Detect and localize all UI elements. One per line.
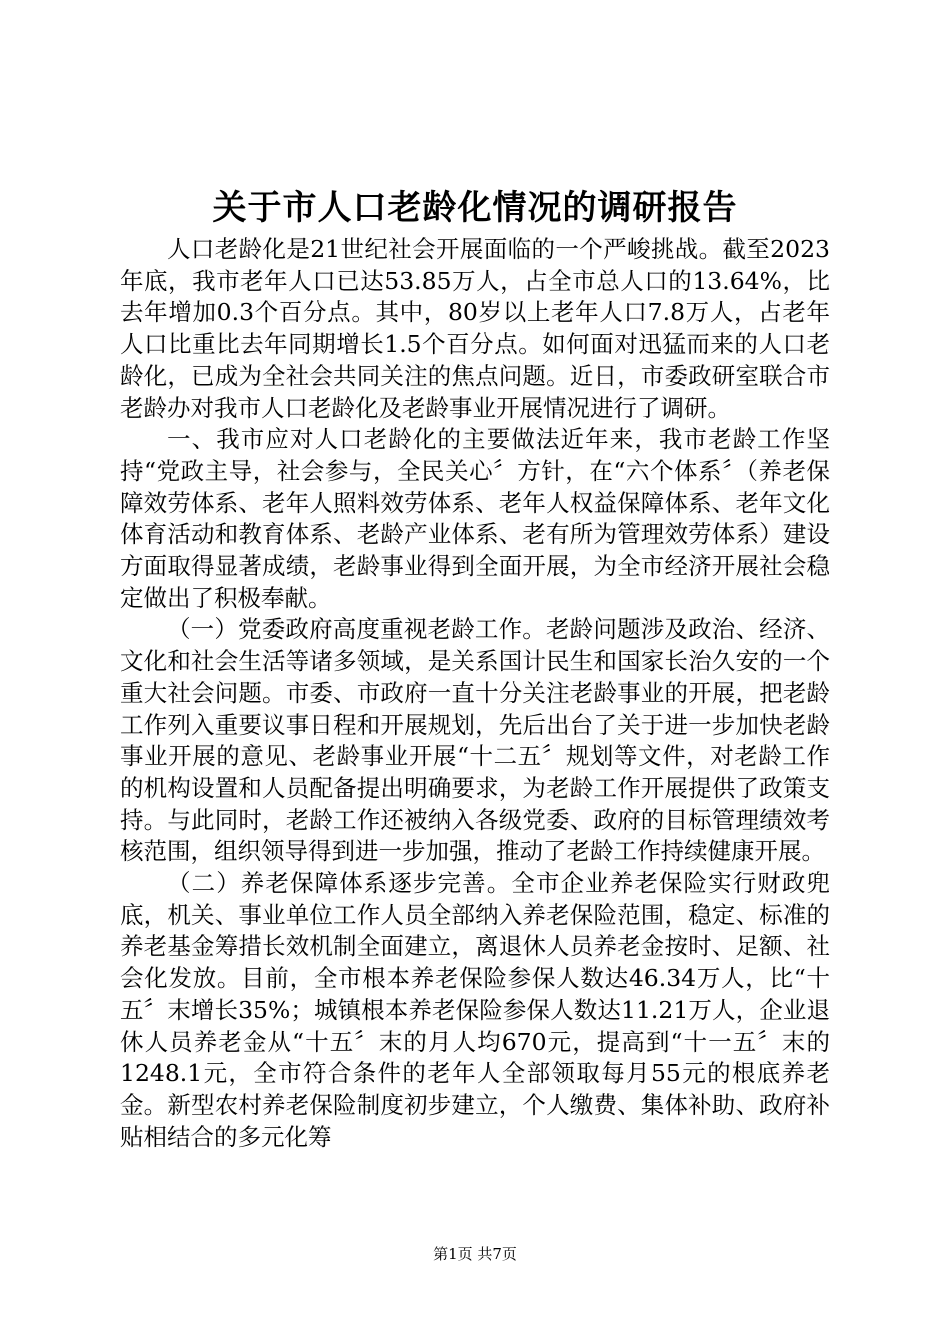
paragraph-subsection-two: （二）养老保障体系逐步完善。全市企业养老保险实行财政兜底，机关、事业单位工作人员全部纳入养老保险范围，稳定、标准的养老基金筹措长效机制全面建立，离退休人员养老金按时、足额、社会化发放。目前，全市根本养老保险参保人数达46.34万人，比“十五〞末增长35%；城镇根本养老保险参保人数达11.21万人，企业退休人员养老金从“十五〞末的月人均670元，提高到“十一五〞末的1248.1元，全市符合条件的老年人全部领取每月55元的根底养老金。新型农村养老保险制度初步建立，个人缴费、集体补助、政府补贴相结合的多元化筹	[120, 869, 830, 1151]
paragraph-intro: 人口老龄化是21世纪社会开展面临的一个严峻挑战。截至2023年底，我市老年人口已达53.85万人，占全市总人口的13.64%，比去年增加0.3个百分点。其中，80岁以上老年人口7.8万人，占老年人口比重比去年同期增长1.5个百分点。如何面对迅猛而来的人口老龄化，已成为全社会共同关注的焦点问题。近日，市委政研室联合市老龄办对我市人口老龄化及老龄事业开展情况进行了调研。	[120, 235, 830, 422]
page-number-footer: 第1页 共7页	[433, 1245, 517, 1263]
paragraph-subsection-one: （一）党委政府高度重视老龄工作。老龄问题涉及政治、经济、文化和社会生活等诸多领域，是关系国计民生和国家长治久安的一个重大社会问题。市委、市政府一直十分关注老龄事业的开展，把老龄工作列入重要议事日程和开展规划，先后出台了关于进一步加快老龄事业开展的意见、老龄事业开展“十二五〞规划等文件，对老龄工作的机构设置和人员配备提出明确要求，为老龄工作开展提供了政策支持。与此同时，老龄工作还被纳入各级党委、政府的目标管理绩效考核范围，组织领导得到进一步加强，推动了老龄工作持续健康开展。	[120, 615, 830, 866]
paragraph-section-one: 一、我市应对人口老龄化的主要做法近年来，我市老龄工作坚持“党政主导，社会参与，全民关心〞方针，在“六个体系〞（养老保障效劳体系、老年人照料效劳体系、老年人权益保障体系、老年文化体育活动和教育体系、老龄产业体系、老有所为管理效劳体系）建设方面取得显著成绩，老龄事业得到全面开展，为全市经济开展社会稳定做出了积极奉献。	[120, 425, 830, 612]
document-title: 关于市人口老龄化情况的调研报告	[212, 188, 738, 228]
document-body	[120, 234, 830, 1153]
